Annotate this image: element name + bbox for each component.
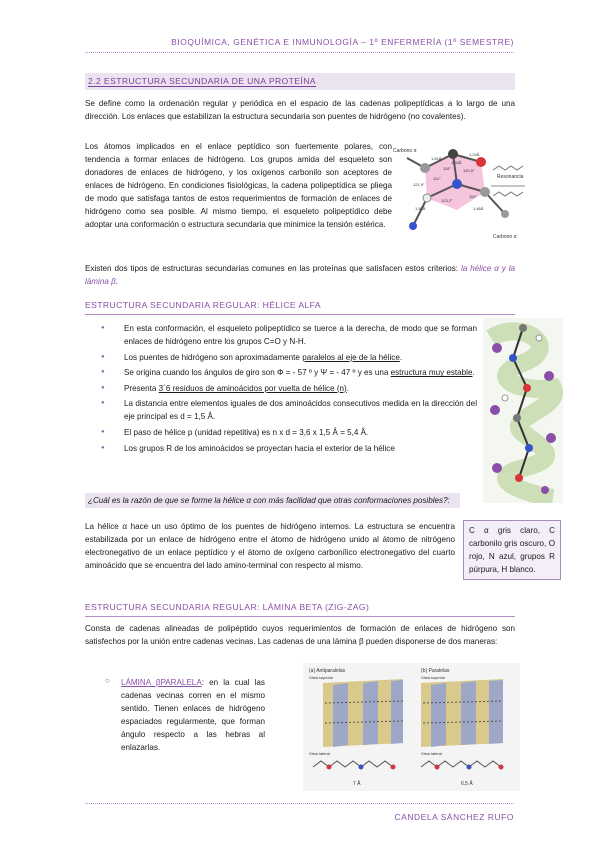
beta-item — [105, 676, 265, 754]
parallel-sheet — [421, 679, 503, 747]
footer-divider — [85, 803, 514, 804]
antiparallel-sheet — [323, 679, 403, 747]
alpha-bullet: ● Presenta 3´6 residuos de aminoácidos por vuelta de hélice (n). — [101, 382, 477, 395]
types-link: la hélice α y la lámina β — [85, 264, 516, 286]
peptide-bond-figure — [393, 140, 533, 248]
beta-intro: Consta de cadenas alineadas de polipéptido cuyos requerimientos de formación de enlaces de hidrógeno son satisfechos por la unión entre cadenas vecinas. Las cadenas de una lámina β pueden disponerse de dos maneras: — [85, 624, 515, 646]
color-legend-callout: C α gris claro, C carbonilo gris oscuro, O rojo, N azul, grupos R púrpura, H blanco. — [463, 520, 561, 580]
alpha-title-underline — [85, 314, 515, 315]
carbon-atom — [448, 149, 458, 159]
oxygen-atom — [476, 157, 486, 167]
alpha-bullet: ● La distancia entre elementos iguales de dos aminoácidos consecutivos medida en la dirección del eje principal es d = 1,5 Å. — [101, 397, 477, 423]
beta-item-label: LÁMINA βPARALELA — [121, 678, 202, 687]
angle-label: 120,5° — [463, 168, 475, 173]
fig-label-parallel: (b) Paralelas — [421, 668, 450, 674]
carbon-alpha-atom — [420, 163, 430, 173]
fig-view-top-b: Vista superior — [421, 675, 446, 680]
label-resonancia: Resonancia — [497, 174, 524, 180]
nitrogen-atom-2 — [409, 222, 417, 230]
beta-title-underline — [85, 616, 515, 617]
length-label: 1,53Å — [415, 206, 426, 211]
length-label: 1,46Å — [473, 206, 484, 211]
beta-item-desc: : en la cual las cadenas vecinas corren en el mismo sentido. Tienen enlaces de hidrógeno espaciados regularmente, que forman ángulo respecto a las hebras al enlazarlas. — [121, 678, 265, 752]
alpha-bullet: ● El paso de hélice p (unidad repetitiva) es n x d = 3,6 x 1,5 Å = 5,4 Å. — [101, 426, 477, 439]
fig-view-top-a: Vista superior — [309, 675, 334, 680]
alpha-bullet: ● Los puentes de hidrógeno son aproximadamente paralelos al eje de la hélice. — [101, 351, 477, 364]
hollow-bullet: ○ — [105, 676, 110, 685]
length-label: 1,51Å — [431, 156, 442, 161]
angle-label: 111° — [433, 176, 441, 181]
fig-dim-a: 7 Å — [353, 781, 361, 787]
beta-item-text — [121, 676, 265, 754]
label-carbono-b: Carbono α — [493, 234, 517, 240]
section-title-text: 2.2 ESTRUCTURA SECUNDARIA DE UNA PROTEÍNA — [88, 76, 316, 86]
length-label: 1,33Å — [451, 160, 462, 165]
label-carbono-a: Carbono α — [393, 148, 417, 154]
types-end: . — [115, 277, 118, 286]
angle-label: 110° — [469, 194, 477, 199]
carbon-alpha-atom-2 — [480, 187, 490, 197]
alpha-title: ESTRUCTURA SECUNDARIA REGULAR: HÉLICE ALFA — [85, 300, 321, 310]
fig-view-side-b: Vista lateral — [421, 751, 442, 756]
beta-title: ESTRUCTURA SECUNDARIA REGULAR: LÁMINA BETA (ZIG-ZAG) — [85, 602, 370, 612]
angle-label: 123,2° — [441, 198, 453, 203]
types-paragraph — [85, 262, 515, 288]
length-label: 1,24Å — [469, 152, 480, 157]
fig-view-side-a: Vista lateral — [309, 751, 330, 756]
footer-author: CANDELA SÁNCHEZ RUFO — [394, 812, 514, 822]
fig-dim-b: 6,5 Å — [461, 781, 473, 787]
angle-label: 118° — [443, 166, 451, 171]
alpha-bullet: ● Se origina cuando los ángulos de giro son Φ = - 57 º y Ψ = - 47 º y es una estructura muy estable. — [101, 366, 477, 379]
beta-sheet-figure — [303, 663, 520, 791]
alpha-answer: La hélice α hace un uso óptimo de los puentes de hidrógeno internos. La estructura se encuentra estabilizada por un enlace de hidrógeno entre el átomo de hidrógeno unido al átomo de nitrógeno electronegativo de un enlace peptídico y el átomo de oxígeno carbonílico electronegativo del cuarto aminoácido que se encuentra del lado amino-terminal con respecto al mismo. — [85, 522, 455, 570]
peptide-paragraph: Los átomos implicados en el enlace peptídico son fuertemente polares, con tendencia a formar enlaces de hidrógeno. Los grupos amida del esqueleto son donadores de enlaces de hidrógeno, y los oxígenos carbonilo son aceptores de enlaces de hidrógeno. En condiciones fisiológicas, la cadena polipeptídica se pliega de modo que satisfaga tantos de estos requerimientos de formación de enlaces de hidrógeno como sea posible. Al mismo tiempo, el esqueleto polipeptídico debe adoptar una conformación o estructura secundaria que minimice la tensión estérica. — [85, 142, 392, 229]
alpha-question: ¿Cuál es la razón de que se forme la hélice α con más facilidad que otras conformaciones posibles?: — [85, 493, 460, 508]
alpha-helix-figure — [483, 318, 563, 503]
alpha-bullet-list — [101, 322, 477, 457]
hydrogen-atom — [423, 194, 431, 202]
alpha-bullet: ● En esta conformación, el esqueleto polipeptídico se tuerce a la derecha, de modo que se forman enlaces de hidrógeno entre los grupos C=O y N-H. — [101, 322, 477, 348]
fig-label-antiparallel: (a) Antiparalelas — [309, 668, 346, 674]
nitrogen-atom — [452, 179, 462, 189]
angle-label: 121,9° — [413, 182, 425, 187]
types-text: Existen dos tipos de estructuras secundarias comunes en las proteínas que satisfacen estos criterios: — [85, 264, 459, 273]
alpha-bullet: ● Los grupos R de los aminoácidos se proyectan hacia el exterior de la hélice — [101, 442, 477, 455]
carbon-atom-2 — [501, 210, 509, 218]
intro-paragraph: Se define como la ordenación regular y periódica en el espacio de las cadenas polipeptídicas a lo largo de una dirección. Los enlaces que estabilizan la estructura secundaria son puentes de hidrógeno (no covalentes). — [85, 99, 515, 121]
header-divider — [85, 52, 514, 53]
section-title — [85, 73, 515, 90]
page-header: BIOQUÍMICA, GENÉTICA E INMUNOLOGÍA – 1º ENFERMERÍA (1º SEMESTRE) — [171, 37, 514, 47]
